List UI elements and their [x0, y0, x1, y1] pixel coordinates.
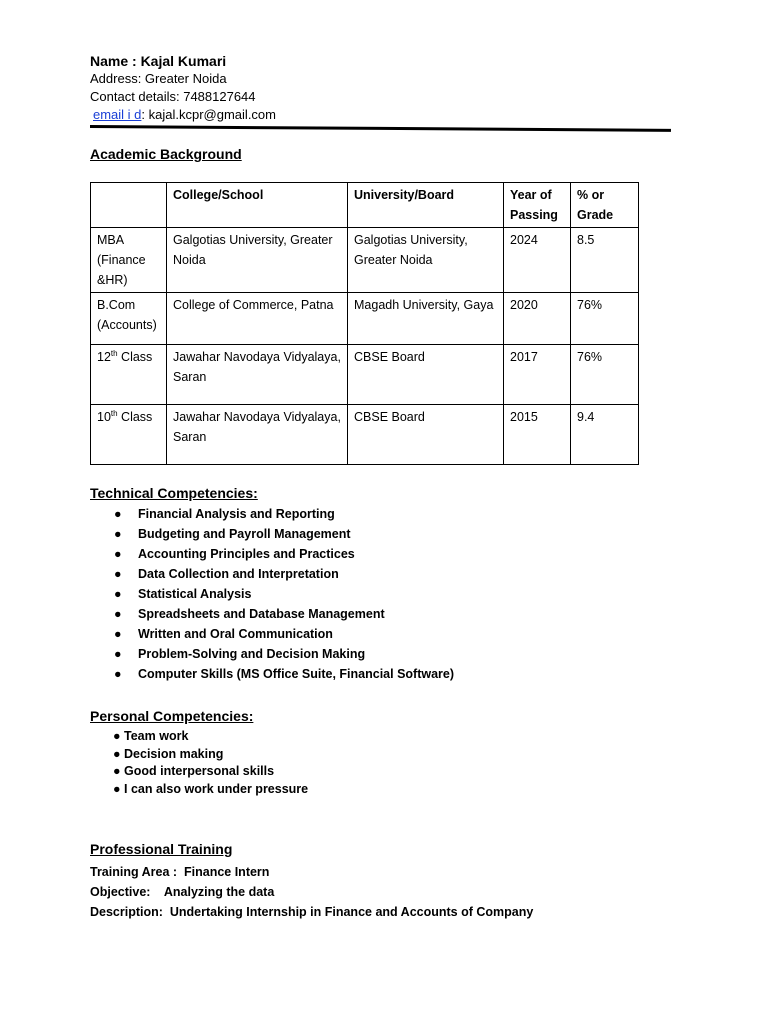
- table-row: [91, 228, 639, 293]
- list-item: ● Statistical Analysis: [114, 587, 252, 601]
- board-cell: CBSE Board: [348, 345, 504, 405]
- list-item: ● Accounting Principles and Practices: [114, 547, 355, 561]
- college-cell: College of Commerce, Patna: [167, 293, 348, 345]
- training-title: Professional Training: [90, 841, 233, 857]
- training-details: [90, 862, 533, 922]
- personal-title: Personal Competencies:: [90, 708, 254, 724]
- training-area-line: Training Area : Finance Intern: [90, 865, 270, 879]
- list-item: ● Decision making: [113, 746, 224, 761]
- table-row: [91, 293, 639, 345]
- degree-cell: B.Com (Accounts): [91, 293, 167, 345]
- list-item: ● Financial Analysis and Reporting: [114, 507, 335, 521]
- college-cell: Jawahar Navodaya Vidyalaya, Saran: [167, 345, 348, 405]
- grade-cell: 8.5: [571, 228, 639, 293]
- college-cell: Galgotias University, Greater Noida: [167, 228, 348, 293]
- board-cell: Magadh University, Gaya: [348, 293, 504, 345]
- year-cell: 2020: [504, 293, 571, 345]
- training-objective-line: Objective: Analyzing the data: [90, 885, 275, 899]
- degree-cell: MBA (Finance &HR): [91, 228, 167, 293]
- personal-list: [113, 728, 308, 798]
- degree-cell: 12th Class: [91, 345, 167, 405]
- list-item: ● Spreadsheets and Database Management: [114, 607, 385, 621]
- list-item: ● Budgeting and Payroll Management: [114, 527, 351, 541]
- address-line: Address: Greater Noida: [90, 71, 227, 86]
- degree-cell: 10th Class: [91, 405, 167, 465]
- list-item: ● Data Collection and Interpretation: [114, 567, 339, 581]
- email-link[interactable]: email i d: [93, 107, 142, 122]
- list-item: ● Team work: [113, 729, 189, 743]
- year-cell: 2017: [504, 345, 571, 405]
- list-item: ● I can also work under pressure: [113, 781, 309, 796]
- academic-title: Academic Background: [90, 146, 242, 162]
- technical-list: [114, 504, 454, 684]
- table-header-row: [91, 183, 639, 228]
- academic-table: [90, 182, 639, 465]
- name-line: Name : Kajal Kumari: [90, 53, 227, 69]
- year-cell: 2015: [504, 405, 571, 465]
- email-line: [90, 106, 690, 124]
- list-item: ● Good interpersonal skills: [113, 764, 275, 778]
- training-description-line: Description: Undertaking Internship in Finance and Accounts of Company: [90, 905, 534, 919]
- list-item: ● Written and Oral Communication: [114, 627, 333, 641]
- list-item: ● Computer Skills (MS Office Suite, Financial Software): [114, 667, 455, 681]
- college-cell: Jawahar Navodaya Vidyalaya, Saran: [167, 405, 348, 465]
- column-header: College/School: [167, 183, 348, 228]
- grade-cell: 76%: [571, 293, 639, 345]
- header-divider: [90, 125, 671, 132]
- contact-line: Contact details: 7488127644: [90, 89, 256, 104]
- grade-cell: 76%: [571, 345, 639, 405]
- table-row: [91, 345, 639, 405]
- grade-cell: 9.4: [571, 405, 639, 465]
- year-cell: 2024: [504, 228, 571, 293]
- column-header: % or Grade: [571, 183, 639, 228]
- board-cell: CBSE Board: [348, 405, 504, 465]
- contact-header: [90, 52, 690, 124]
- column-header: [91, 183, 167, 228]
- technical-title: Technical Competencies:: [90, 485, 258, 501]
- board-cell: Galgotias University, Greater Noida: [348, 228, 504, 293]
- list-item: ● Problem-Solving and Decision Making: [114, 647, 366, 661]
- column-header: Year of Passing: [504, 183, 571, 228]
- column-header: University/Board: [348, 183, 504, 228]
- email-value: : kajal.kcpr@gmail.com: [141, 107, 276, 122]
- table-row: [91, 405, 639, 465]
